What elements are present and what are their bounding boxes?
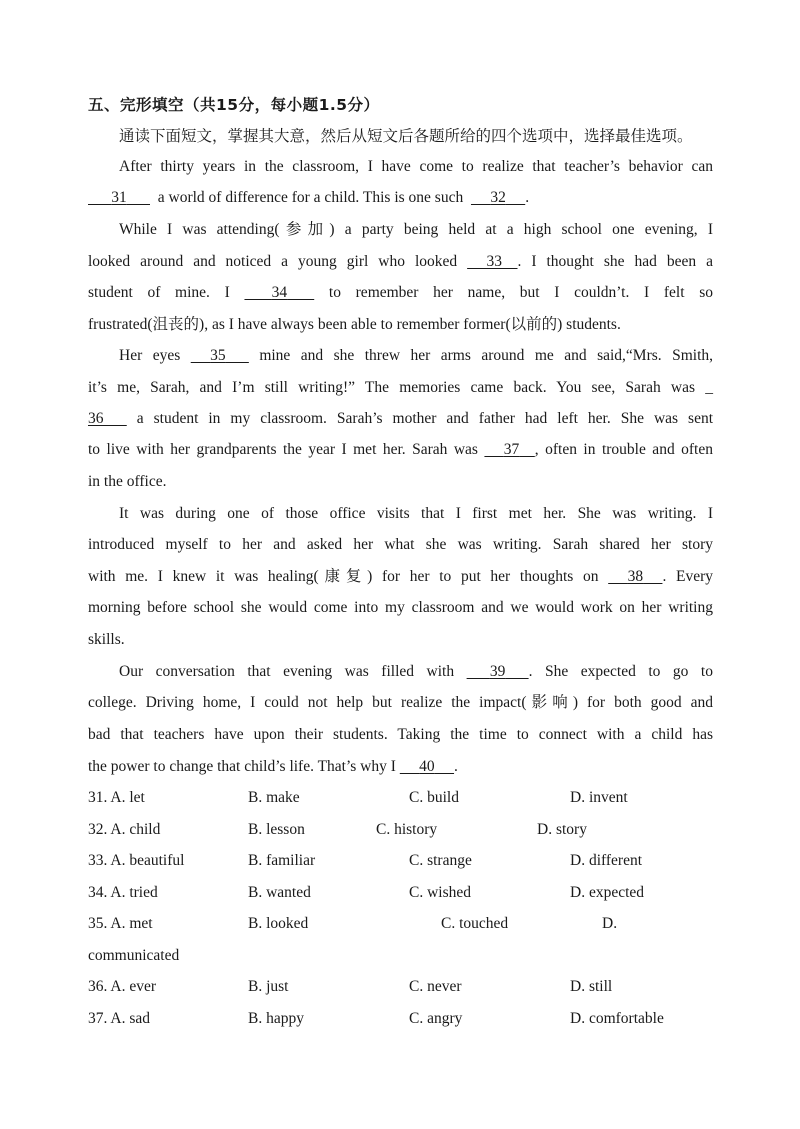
option-c[interactable]: C. wished xyxy=(409,884,471,901)
passage-line: skills. xyxy=(88,631,125,648)
option-a[interactable]: 37. A. sad xyxy=(88,1010,150,1027)
passage-line: While I was attending(参加) a party being held at a high school one evening, I xyxy=(119,221,713,238)
passage-line: Her eyes 35 mine and she threw her arms around me and said,“Mrs. Smith, xyxy=(119,347,714,364)
passage-line: 31 a world of difference for a child. This is one such 32 . xyxy=(88,188,713,208)
passage-line: frustrated(沮丧的), as I have always been able to remember former(以前的) students. xyxy=(88,316,621,333)
option-d[interactable]: D. xyxy=(602,915,618,932)
option-b[interactable]: B. looked xyxy=(248,915,309,932)
option-c[interactable]: C. touched xyxy=(441,915,509,932)
option-b[interactable]: B. make xyxy=(248,789,300,806)
option-c[interactable]: C. history xyxy=(376,821,438,838)
passage-line: morning before school she would come into my classroom and we would work on her writing xyxy=(88,599,713,616)
option-row xyxy=(88,977,713,997)
option-row xyxy=(88,1009,713,1029)
passage-line: in the office. xyxy=(88,473,167,490)
option-row xyxy=(88,788,713,808)
blank-35: 35 xyxy=(210,347,226,364)
option-b[interactable]: B. lesson xyxy=(248,821,305,838)
option-row-continued xyxy=(88,946,713,966)
option-d[interactable]: D. still xyxy=(570,978,613,995)
option-c[interactable]: C. angry xyxy=(409,1010,463,1027)
option-c[interactable]: C. strange xyxy=(409,852,472,869)
blank-38: 38 xyxy=(627,568,644,585)
option-d[interactable]: D. comfortable xyxy=(570,1010,664,1027)
passage-line: college. Driving home, I could not help but realize the impact(影响) for both good and xyxy=(88,694,713,711)
option-a[interactable]: 36. A. ever xyxy=(88,978,157,995)
passage-line: introduced myself to her and asked her what she was writing. Sarah shared her story xyxy=(88,536,713,553)
blank-37: 37 xyxy=(503,441,520,458)
option-a[interactable]: 33. A. beautiful xyxy=(88,852,185,869)
option-a[interactable]: 31. A. let xyxy=(88,789,145,806)
passage-line: with me. I knew it was healing(康复) for her to put her thoughts on 38 . Every xyxy=(88,568,714,585)
passage-line: it’s me, Sarah, and I’m still writing!” The memories came back. You see, Sarah was _ xyxy=(88,379,713,396)
option-b[interactable]: B. just xyxy=(248,978,289,995)
option-b[interactable]: B. wanted xyxy=(248,884,311,901)
passage-line: student of mine. I 34 to remember her name, but I couldn’t. I felt so xyxy=(88,284,714,301)
section-title: 五、完形填空（共15分，每小题1.5分） xyxy=(88,96,380,114)
blank-32: 32 xyxy=(490,189,506,206)
option-row xyxy=(88,851,713,871)
passage-line: bad that teachers have upon their students. Taking the time to connect with a child has xyxy=(88,726,713,743)
option-b[interactable]: B. familiar xyxy=(248,852,316,869)
blank-34: 34 xyxy=(271,284,288,301)
option-a[interactable]: 35. A. met xyxy=(88,915,153,932)
passage-line: 36 a student in my classroom. Sarah’s mother and father had left her. She was sent xyxy=(88,410,714,427)
option-c[interactable]: C. never xyxy=(409,978,462,995)
option-d[interactable]: D. invent xyxy=(570,789,628,806)
option-d[interactable]: D. story xyxy=(537,821,587,838)
passage-line: It was during one of those office visits that I first met her. She was writing. I xyxy=(119,505,713,522)
passage-line: to live with her grandparents the year I met her. Sarah was 37 , often in trouble and often xyxy=(88,441,713,458)
blank-40: 40 xyxy=(419,758,435,775)
option-row xyxy=(88,820,713,840)
option-row xyxy=(88,883,713,903)
option-a[interactable]: 34. A. tried xyxy=(88,884,158,901)
passage-line: the power to change that child’s life. That’s why I 40 . xyxy=(88,758,458,775)
option-a[interactable]: 32. A. child xyxy=(88,821,161,838)
passage-line: looked around and noticed a young girl who looked 33 . I thought she had been a xyxy=(88,253,713,270)
option-d-text[interactable]: communicated xyxy=(88,947,180,964)
option-d[interactable]: D. expected xyxy=(570,884,645,901)
blank-39: 39 xyxy=(489,663,506,680)
option-b[interactable]: B. happy xyxy=(248,1010,304,1027)
option-row xyxy=(88,914,713,934)
option-d[interactable]: D. different xyxy=(570,852,643,869)
passage-line: Our conversation that evening was filled with 39 . She expected to go to xyxy=(119,663,713,680)
blank-33: 33 xyxy=(486,253,502,270)
blank-31: 31 xyxy=(111,189,127,206)
option-c[interactable]: C. build xyxy=(409,789,459,806)
passage-line: After thirty years in the classroom, I have come to realize that teacher’s behavior can xyxy=(119,158,713,175)
instruction: 通读下面短文，掌握其大意，然后从短文后各题所给的四个选项中，选择最佳选项。 xyxy=(119,127,693,145)
blank-36: 36 xyxy=(88,410,104,427)
